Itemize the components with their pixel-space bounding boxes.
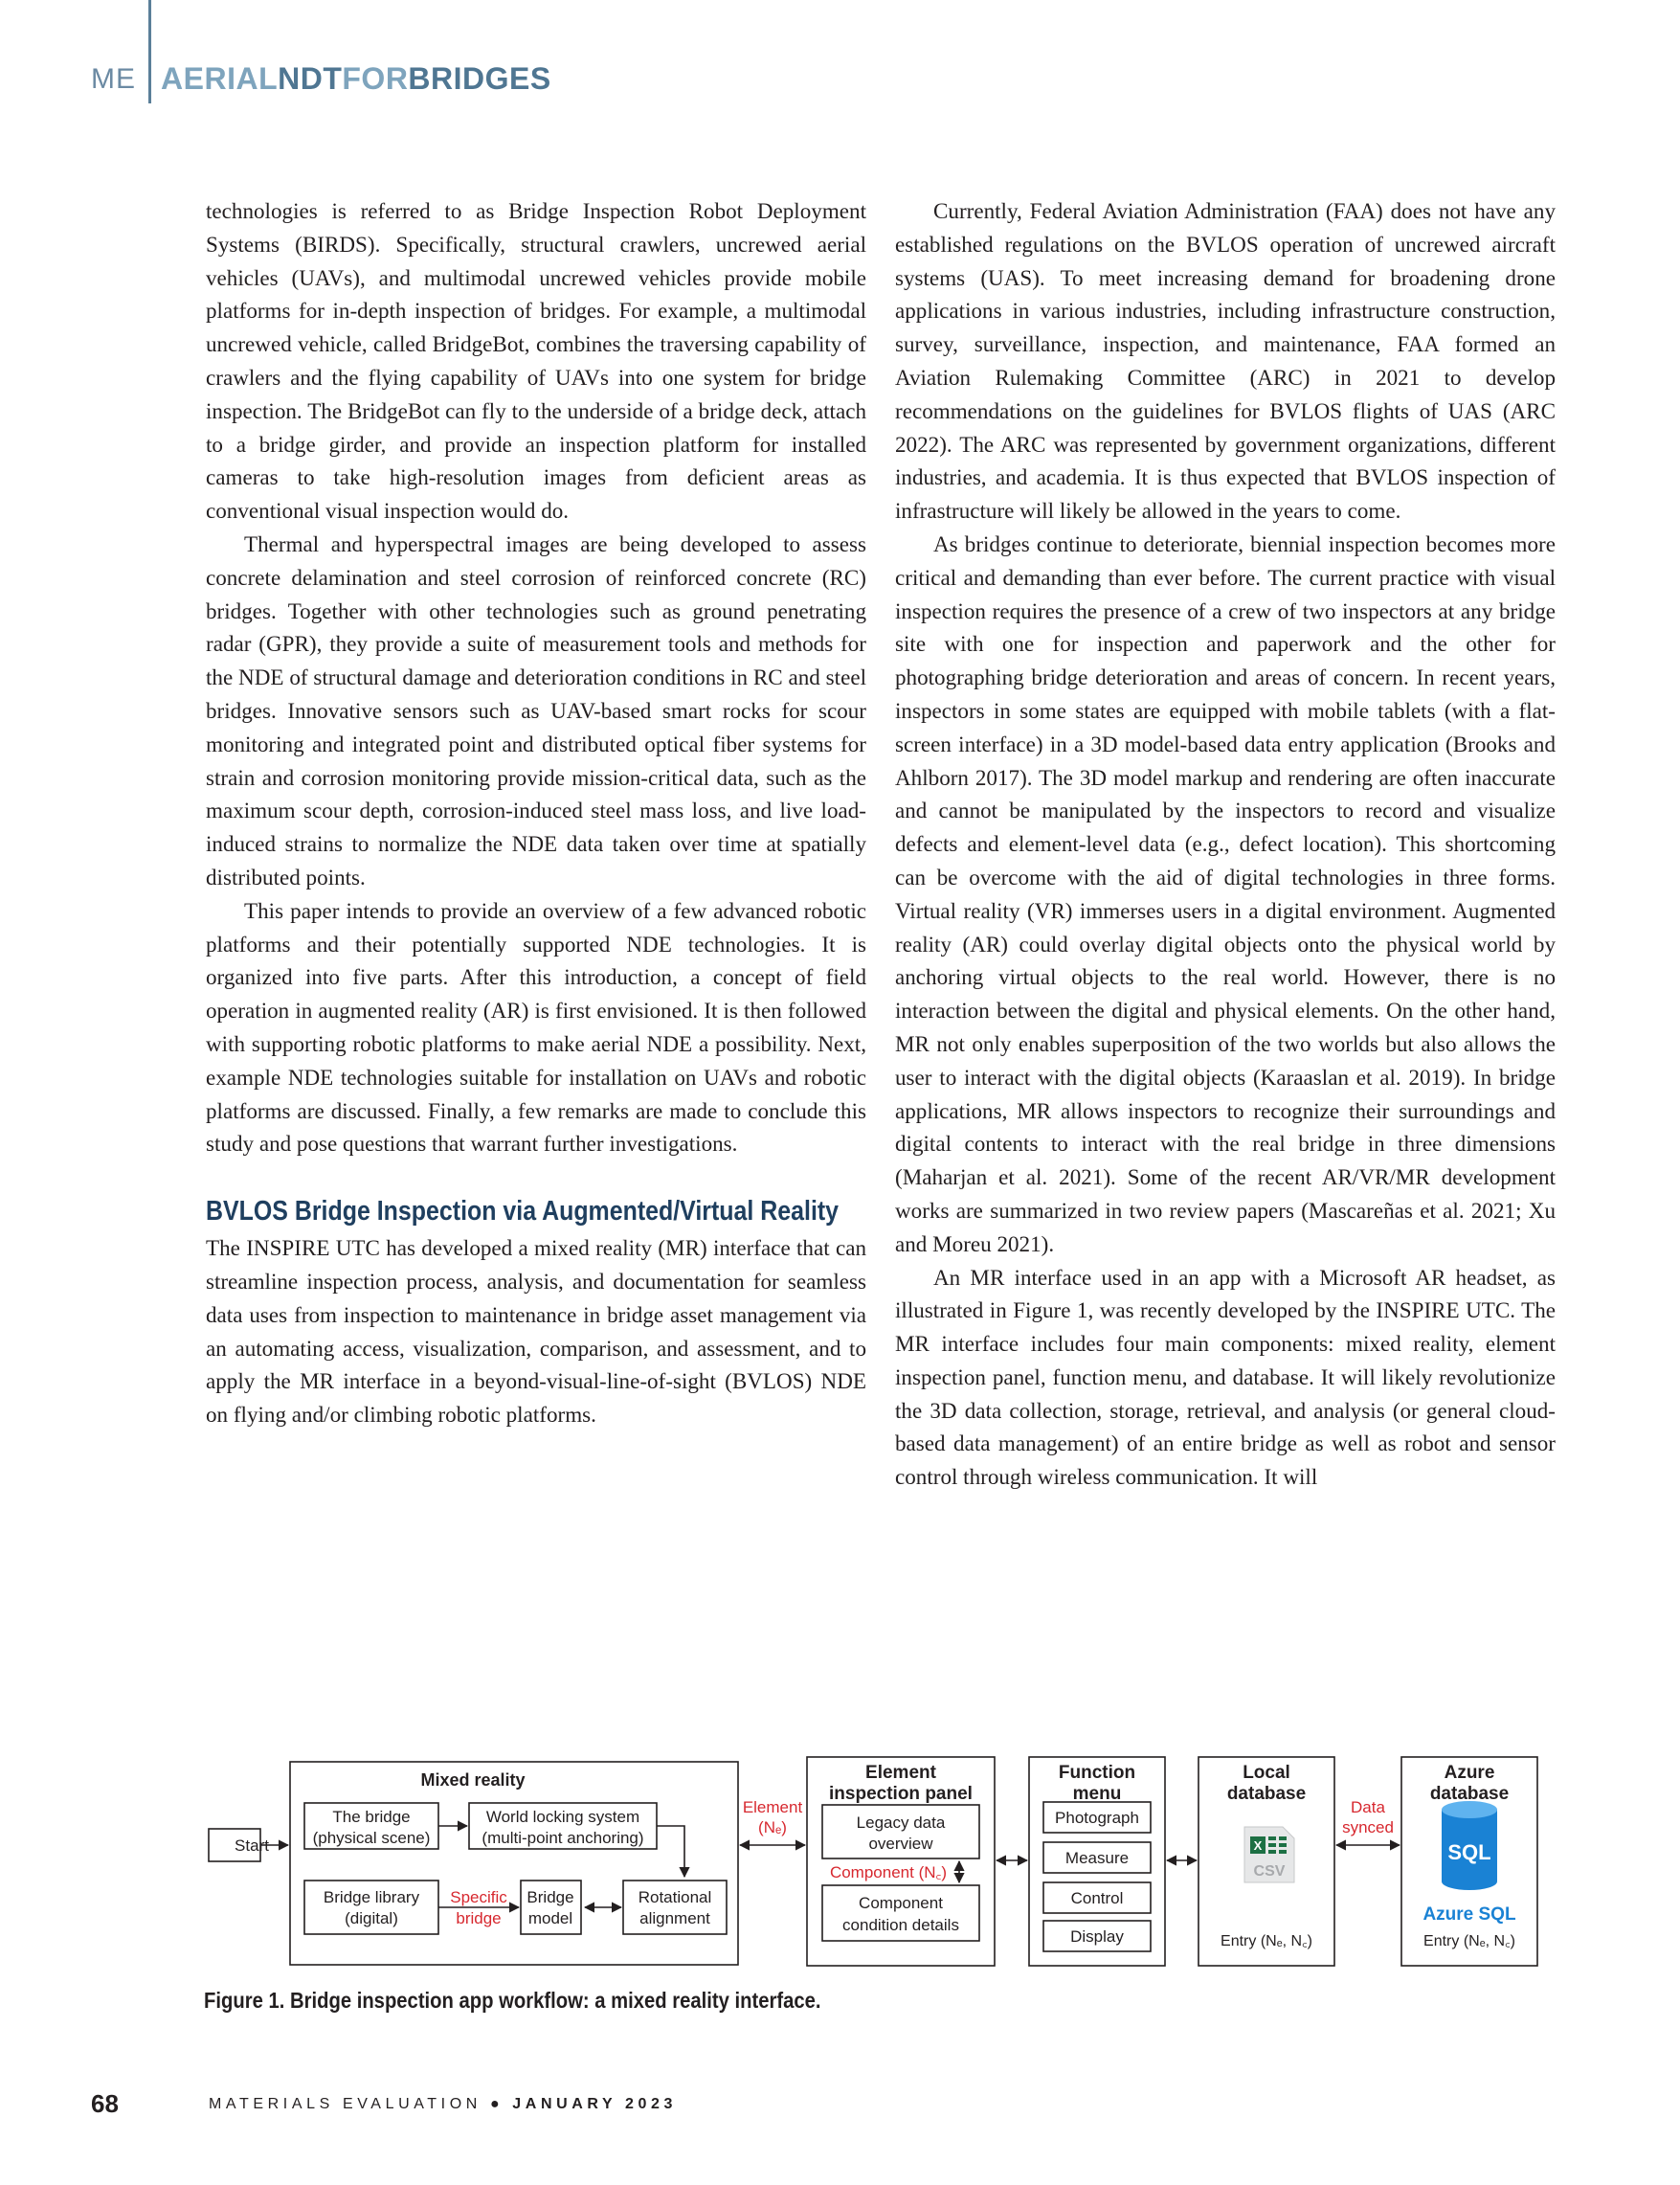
func-item-display: Display [1070,1927,1124,1946]
func-item-control: Control [1070,1889,1124,1907]
start-label: Start [235,1836,269,1855]
header-rule [148,0,151,103]
func-item-photograph: Photograph [1055,1809,1139,1827]
page-number: 68 [91,2089,119,2118]
world-locking-label: (multi-point anchoring) [482,1829,644,1847]
arrow [657,1826,684,1877]
library-label: (digital) [345,1909,398,1927]
local-db-title: database [1226,1784,1307,1804]
issue-date: JANUARY 2023 [512,2096,677,2112]
local-entry-label: Entry (Nₑ, N꜀) [1221,1933,1312,1949]
function-menu-title: Function [1058,1763,1136,1783]
journal-name: MATERIALS EVALUATION [209,2096,482,2112]
figure-caption: Figure 1. Bridge inspection app workflow: a mixed reality interface. [204,1988,821,2013]
bridge-label: The bridge [332,1808,411,1826]
azure-sql-icon [1442,1801,1497,1890]
legacy-label: overview [868,1835,933,1853]
journal-abbrev: ME [91,63,136,95]
paragraph: This paper intends to provide an overview of a few advanced robotic platforms and their potentially supported NDE technologies. It is organized into five parts. After this introduction, a concept of field operation in augmented reality (AR) is first envisioned. It is then followed with supporting robotic platforms to make aerial NDE a possibility. Next, example NDE technologies suitable for installation on UAVs and robotic platforms are discussed. Finally, a few remarks are made to conclude this study and pose questions that warrant further investigations. [206,897,866,1157]
legacy-label: Legacy data [856,1813,946,1832]
section-title-part: BRIDGES [408,61,551,96]
paragraph: As bridges continue to deteriorate, biennial inspection becomes more critical and demanding than ever before. The current practice with visual inspection requires the presence of a crew of two inspectors at any bridge site with one for inspection and paperwork and the other for photographing bridge deterioration and areas of concern. In recent years, inspectors in some states are equipped with mobile tablets (with a flat-screen interface) in a 3D model-based data entry application (Brooks and Ahlborn 2017). The 3D model markup and rendering are often inaccurate and cannot be manipulated by the inspectors to record and visualize defects and element-level data (e.g., defect location). This shortcoming can be overcome with the aid of digital technologies in three forms. Virtual reality (VR) immerses users in a digital environment. Augmented reality (AR) could overlay digital objects onto the physical world by anchoring virtual objects to the real world. However, there is no interaction between the digital and physical elements. On the other hand, MR not only enables superposition of the two worlds but also allows the user to interact with the digital objects (Karaaslan et al. 2019). In bridge applications, MR allows inspectors to recognize their surroundings and digital contents to interact with the real bridge in three dimensions (Maharjan et al. 2021). Some of the recent AR/VR/MR development works are summarized in two review papers (Mascareñas et al. 2021; Xu and Moreu 2021). [895,530,1556,1256]
element-flow-label: Element [742,1798,803,1816]
paragraph: Thermal and hyperspectral images are being developed to assess concrete delamination and steel corrosion of reinforced concrete (RC) bridges. Together with other technologies such as ground penetrating radar (GPR), they provide a suite of measurement tools and methods for the NDE of structural damage and deterioration conditions in RC and steel bridges. Innovative sensors such as UAV-based smart rocks for scour monitoring and integrated point and distributed optical fiber systems for strain and corrosion monitoring provide mission-critical data, such as the maximum scour depth, corrosion-induced steel mass loss, and live load-induced strains to normalize the NDE data taken over time at spatially distributed points. [206,530,866,890]
section-title [161,61,551,97]
synced-label: synced [1342,1818,1394,1836]
bridge-model-label: model [527,1909,573,1927]
rotational-label: Rotational [638,1888,712,1906]
component-flow-label: Component (N꜀) [829,1863,948,1881]
panel-title: Element [865,1763,936,1783]
synced-label: Data [1351,1798,1385,1816]
workflow-figure [209,1752,1539,1972]
mixed-reality-title: Mixed reality [420,1770,526,1790]
azure-db-title: Azure [1444,1763,1495,1783]
workflow-diagram [209,1752,1539,1972]
bullet-icon: ● [489,2096,504,2112]
local-db-title: Local [1243,1763,1290,1783]
element-flow-label: (Nₑ) [758,1818,787,1836]
paragraph: technologies is referred to as Bridge Inspection Robot Deployment Systems (BIRDS). Specifically, structural crawlers, uncrewed aerial vehicles (UAVs), and multimodal uncrewed vehicles provide mobile platforms for in-depth inspection of bridges. For example, a multimodal uncrewed vehicle, called BridgeBot, combines the traversing capability of crawlers and the flying capability of UAVs into one system for bridge inspection. The BridgeBot can fly to the underside of a bridge deck, attach to a bridge girder, and provide an inspection platform for installed cameras to take high-resolution images from deficient areas as conventional visual inspection would do. [206,198,866,524]
func-item-measure: Measure [1064,1849,1130,1867]
left-column [206,194,866,1431]
footer-journal [209,2096,677,2113]
section-title-part: AERIAL [161,61,279,96]
section-title-part: FOR [342,61,409,96]
component-label: condition details [842,1916,959,1934]
rotational-label: alignment [639,1909,710,1927]
azure-entry-label: Entry (Nₑ, N꜀) [1423,1933,1515,1949]
specific-bridge-label: Specific [450,1888,507,1906]
paragraph: Currently, Federal Aviation Administration (FAA) does not have any established regulations on the BVLOS operation of uncrewed aircraft systems (UAS). To meet increasing demand for broadening drone applications in various industries, including infrastructure construction, survey, surveillance, inspection, and maintenance, FAA formed an Aviation Rulemaking Committee (ARC) in 2021 to develop recommendations on the guidelines for BVLOS flights of UAS (ARC 2022). The ARC was represented by government organizations, different industries, and academia. It is thus expected that BVLOS inspection of infrastructure will likely be allowed in the years to come. [895,198,1556,524]
bridge-label: (physical scene) [312,1829,431,1847]
page-header [0,0,1680,124]
azure-db-title: database [1429,1784,1510,1804]
sql-label: SQL [1447,1840,1491,1864]
section-heading: BVLOS Bridge Inspection via Augmented/Virtual Reality [206,1196,840,1228]
function-menu-title: menu [1072,1784,1122,1804]
component-label: Component [859,1894,943,1912]
excel-csv-icon [1244,1827,1294,1882]
section-title-part: NDT [278,61,343,96]
library-label: Bridge library [323,1888,420,1906]
csv-label: CSV [1253,1863,1286,1880]
paragraph: The INSPIRE UTC has developed a mixed reality (MR) interface that can streamline inspection process, analysis, and documentation for seamless data uses from inspection to maintenance in bridge asset management via an automating access, visualization, comparison, and assessment, and to apply the MR interface in a beyond-visual-line-of-sight (BVLOS) NDE on flying and/or climbing robotic platforms. [206,1235,866,1428]
bridge-model-label: Bridge [526,1888,574,1906]
world-locking-label: World locking system [485,1808,640,1826]
right-column [895,194,1556,1494]
azure-sql-label: Azure SQL [1422,1904,1516,1925]
specific-bridge-label: bridge [456,1909,502,1927]
svg-text:X: X [1253,1838,1263,1853]
panel-title: inspection panel [829,1784,973,1804]
paragraph: An MR interface used in an app with a Microsoft AR headset, as illustrated in Figure 1, was recently developed by the INSPIRE UTC. The MR interface includes four main components: mixed reality, element inspection panel, function menu, and database. It will likely revolutionize the 3D data collection, storage, retrieval, and analysis (or general cloud-based data management) of an entire bridge as well as robot and sensor control through wireless communication. It will [895,1264,1556,1490]
